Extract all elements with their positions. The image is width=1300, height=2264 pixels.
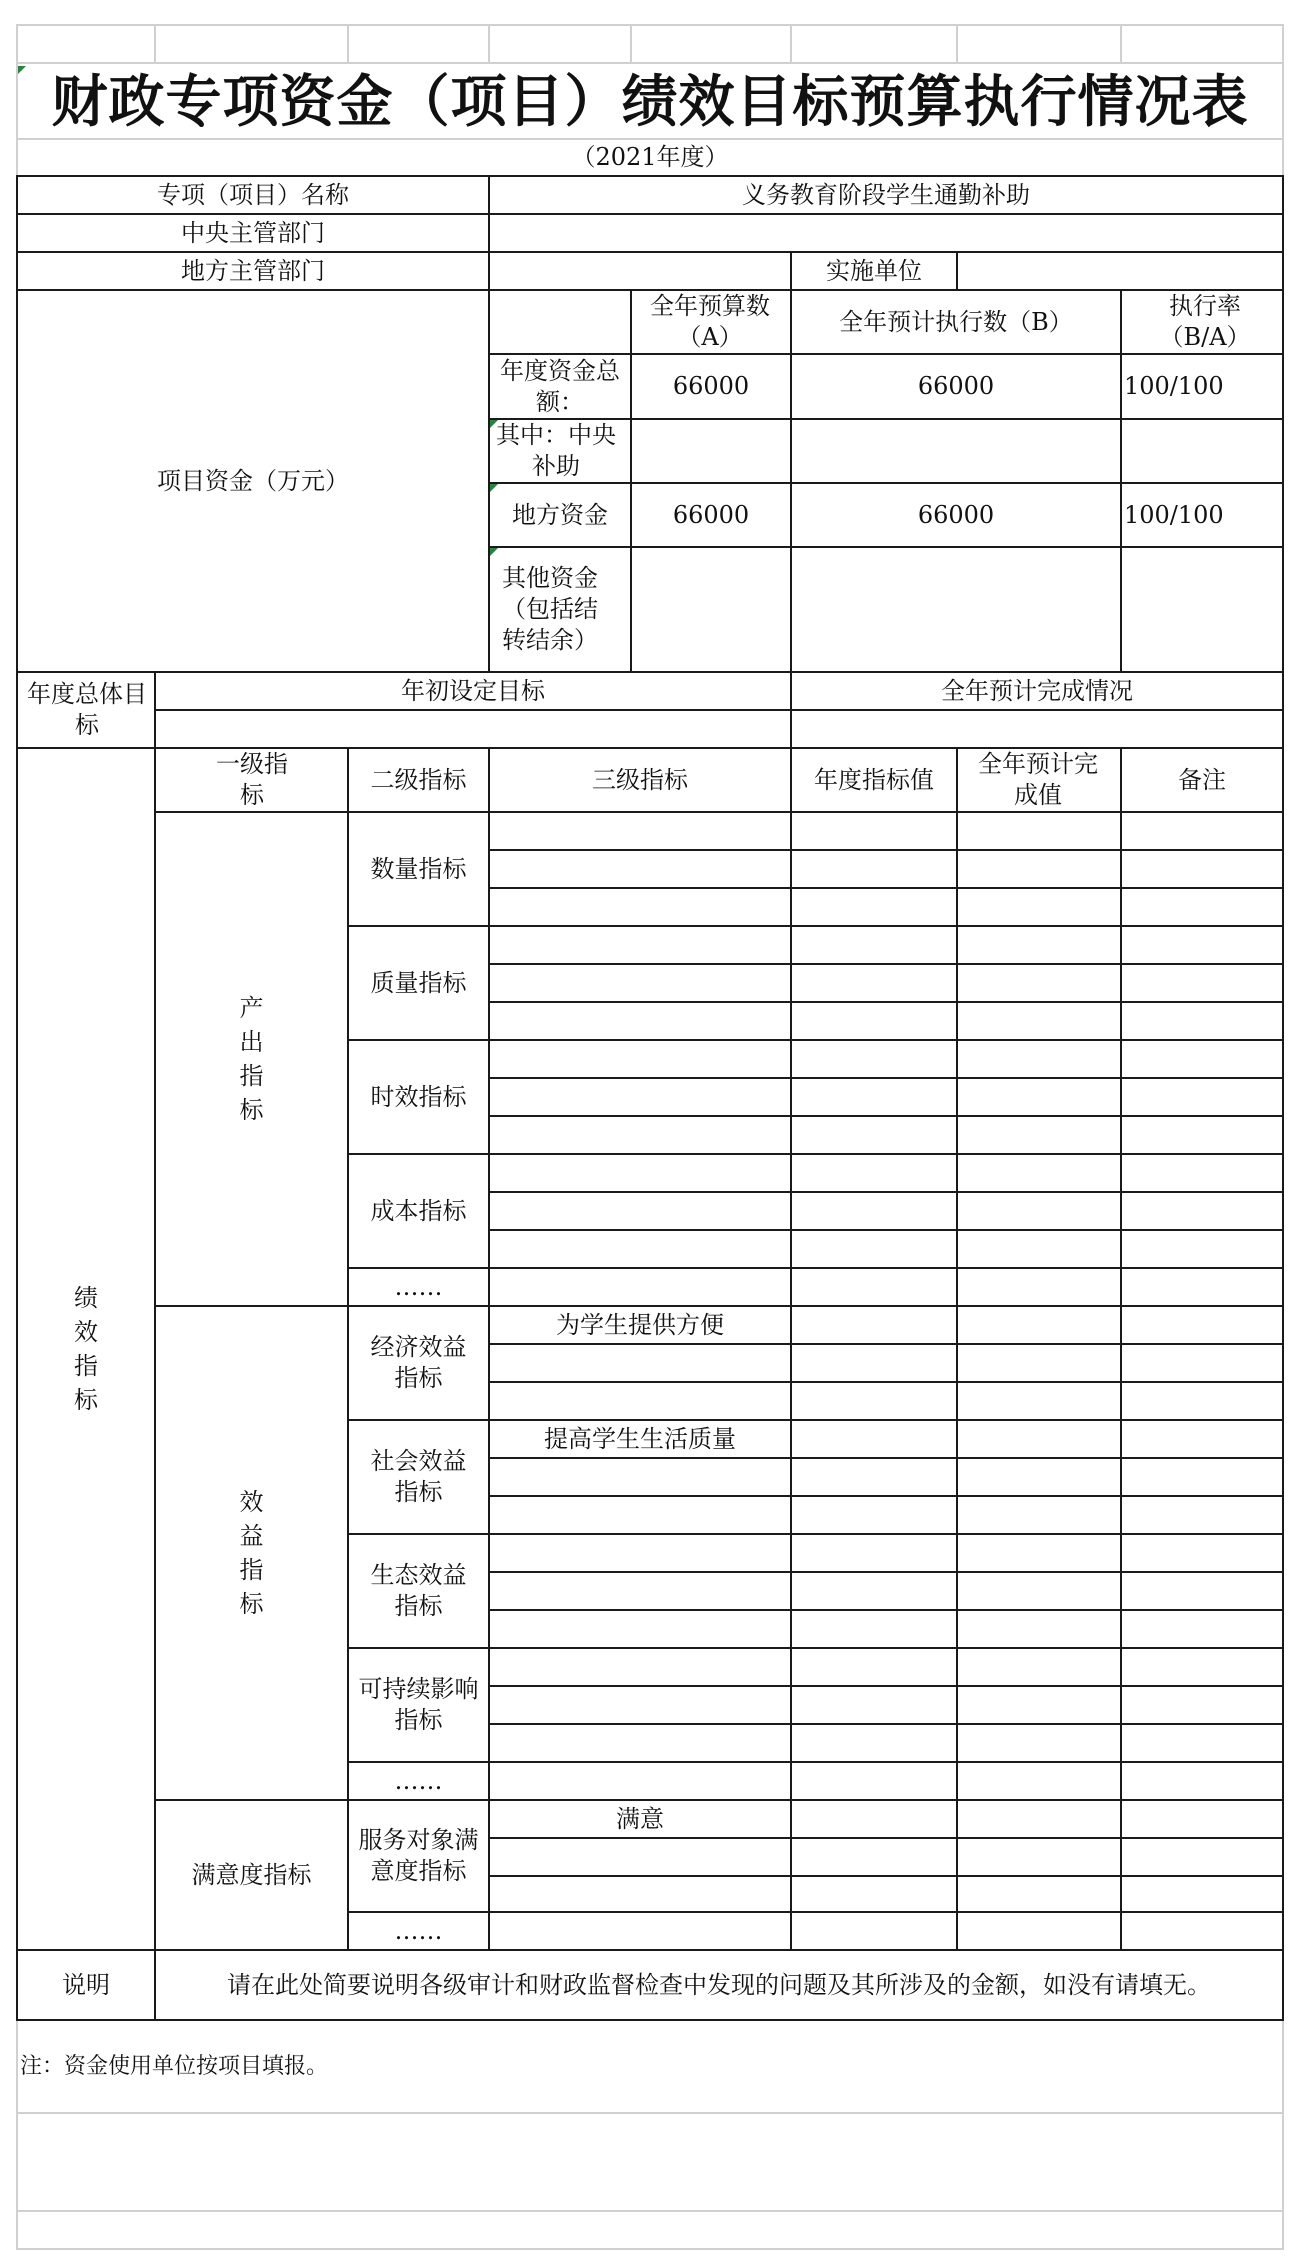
- benefit-indicator-label: [156, 1307, 347, 1799]
- service-satisfaction-indicator: 服务对象满意度指标: [358, 1826, 479, 1885]
- social-indicator: 社会效益指标: [370, 1447, 467, 1506]
- table-border: [488, 1077, 1284, 1079]
- goals-completion-value[interactable]: [792, 711, 1282, 747]
- output-indicator-label: [156, 813, 347, 1305]
- header-level3: 三级指标: [592, 765, 688, 794]
- table-border: [488, 1343, 1284, 1345]
- table-border: [488, 1115, 1284, 1117]
- table-border: [790, 747, 792, 1949]
- grid-line: [488, 24, 490, 64]
- satisfaction-ellipsis: ……: [394, 1916, 443, 1945]
- grid-line: [16, 2210, 1284, 2212]
- explain-text: 请在此处简要说明各级审计和财政监督检查中发现的问题及其所涉及的金额，如没有请填无。: [227, 1970, 1211, 1999]
- funds-row-a[interactable]: [632, 548, 790, 671]
- grid-line: [16, 2248, 1284, 2250]
- table-border: [488, 1609, 1284, 1611]
- funds-row-b: 66000: [917, 500, 995, 529]
- output-indicator-text: 产出指标: [239, 994, 264, 1124]
- table-border: [488, 1229, 1284, 1231]
- grid-line: [347, 24, 349, 64]
- table-border: [488, 1685, 1284, 1687]
- footnote: 注：资金使用单位按项目填报。: [20, 2053, 329, 2079]
- comment-marker-icon: [18, 66, 26, 74]
- quality-indicator: 质量指标: [370, 968, 467, 997]
- goals-initial-value[interactable]: [156, 711, 790, 747]
- goals-initial-label: 年初设定目标: [401, 676, 545, 705]
- impl-unit-value[interactable]: [958, 253, 1282, 289]
- ecological-indicator: 生态效益指标: [370, 1561, 467, 1620]
- indicators-section-label: [18, 749, 154, 1949]
- benefit-indicator-text: 效益指标: [239, 1488, 264, 1618]
- funds-row-b[interactable]: [792, 420, 1120, 482]
- impl-unit-label: 实施单位: [826, 256, 922, 285]
- table-border: [488, 1837, 1284, 1839]
- header-remark: 备注: [1178, 765, 1226, 794]
- funds-row-a: 66000: [672, 500, 750, 529]
- goals-section-label: 年度总体目标: [27, 680, 147, 739]
- goals-completion-label: 全年预计完成情况: [941, 676, 1133, 705]
- grid-line: [154, 24, 156, 64]
- grid-line: [16, 62, 1284, 64]
- economic-level3-item: 为学生提供方便: [556, 1310, 724, 1339]
- funds-row-a: 66000: [672, 372, 750, 400]
- cost-indicator: 成本指标: [370, 1196, 467, 1225]
- table-border: [488, 849, 1284, 851]
- header-level2: 二级指标: [370, 765, 467, 794]
- funds-row-label: 其他资金（包括结转结余）: [502, 564, 598, 654]
- grid-line: [16, 2112, 1284, 2114]
- central-dept-value[interactable]: [490, 215, 1282, 251]
- table-border: [488, 1381, 1284, 1383]
- project-name-value: 义务教育阶段学生通勤补助: [742, 180, 1030, 209]
- funds-row-label: 地方资金: [512, 500, 608, 529]
- central-dept-label: 中央主管部门: [181, 218, 325, 247]
- quantity-indicator: 数量指标: [370, 854, 467, 883]
- table-border: [1120, 289, 1122, 671]
- table-border: [16, 2019, 1284, 2021]
- table-border: [488, 1495, 1284, 1497]
- page-title: 财政专项资金（项目）绩效目标预算执行情况表: [51, 69, 1249, 135]
- output-ellipsis: ……: [394, 1272, 443, 1301]
- grid-line: [790, 24, 792, 64]
- table-border: [488, 1191, 1284, 1193]
- benefit-ellipsis: ……: [394, 1766, 443, 1795]
- header-level1: 一级指标: [216, 750, 288, 809]
- project-name-label: 专项（项目）名称: [157, 180, 349, 209]
- header-expected-value: 全年预计完成值: [978, 750, 1098, 809]
- grid-line: [956, 24, 958, 64]
- funds-row-rate: 100/100: [1124, 500, 1224, 529]
- funds-row-rate[interactable]: [1124, 420, 1280, 482]
- local-dept-label: 地方主管部门: [181, 256, 325, 285]
- local-dept-value[interactable]: [490, 253, 790, 289]
- funds-section-label: 项目资金（万元）: [157, 466, 349, 495]
- funds-row-label: 年度资金总额：: [500, 356, 620, 416]
- table-border: [347, 1419, 1284, 1421]
- grid-line: [16, 24, 1284, 26]
- table-border: [488, 963, 1284, 965]
- funds-row-b[interactable]: [792, 548, 1120, 671]
- timeliness-indicator: 时效指标: [370, 1082, 467, 1111]
- indicators-section-label-text: 绩效指标: [74, 1284, 98, 1414]
- service-level3-item: 满意: [616, 1804, 664, 1833]
- table-border: [956, 747, 958, 1949]
- explain-label: 说明: [62, 1970, 110, 1999]
- sustainable-indicator: 可持续影响指标: [358, 1675, 479, 1734]
- header-annual-value: 年度指标值: [814, 765, 934, 794]
- table-border: [488, 1723, 1284, 1725]
- economic-indicator: 经济效益指标: [370, 1333, 467, 1392]
- funds-col-a: 全年预算数（A）: [650, 292, 770, 351]
- satisfaction-indicator-label: 满意度指标: [191, 1860, 312, 1889]
- table-border: [1282, 175, 1284, 2021]
- table-border: [488, 887, 1284, 889]
- report-year: （2021年度）: [571, 142, 729, 171]
- table-border: [488, 1001, 1284, 1003]
- grid-line: [630, 24, 632, 64]
- funds-col-b: 全年预计执行数（B）: [839, 307, 1073, 336]
- funds-row-rate: 100/100: [1124, 372, 1224, 400]
- grid-line: [1120, 24, 1122, 64]
- funds-row-label: 其中：中央补助: [496, 421, 616, 480]
- table-border: [1120, 747, 1122, 1949]
- table-border: [488, 1457, 1284, 1459]
- funds-row-b: 66000: [917, 372, 995, 400]
- table-border: [488, 1571, 1284, 1573]
- table-border: [488, 1875, 1284, 1877]
- table-border: [347, 1533, 1284, 1535]
- funds-col-rate: 执行率（B/A）: [1159, 292, 1251, 351]
- funds-row-rate[interactable]: [1124, 548, 1280, 671]
- funds-row-a[interactable]: [632, 420, 790, 482]
- social-level3-item: 提高学生生活质量: [544, 1424, 736, 1453]
- table-border: [488, 747, 490, 1949]
